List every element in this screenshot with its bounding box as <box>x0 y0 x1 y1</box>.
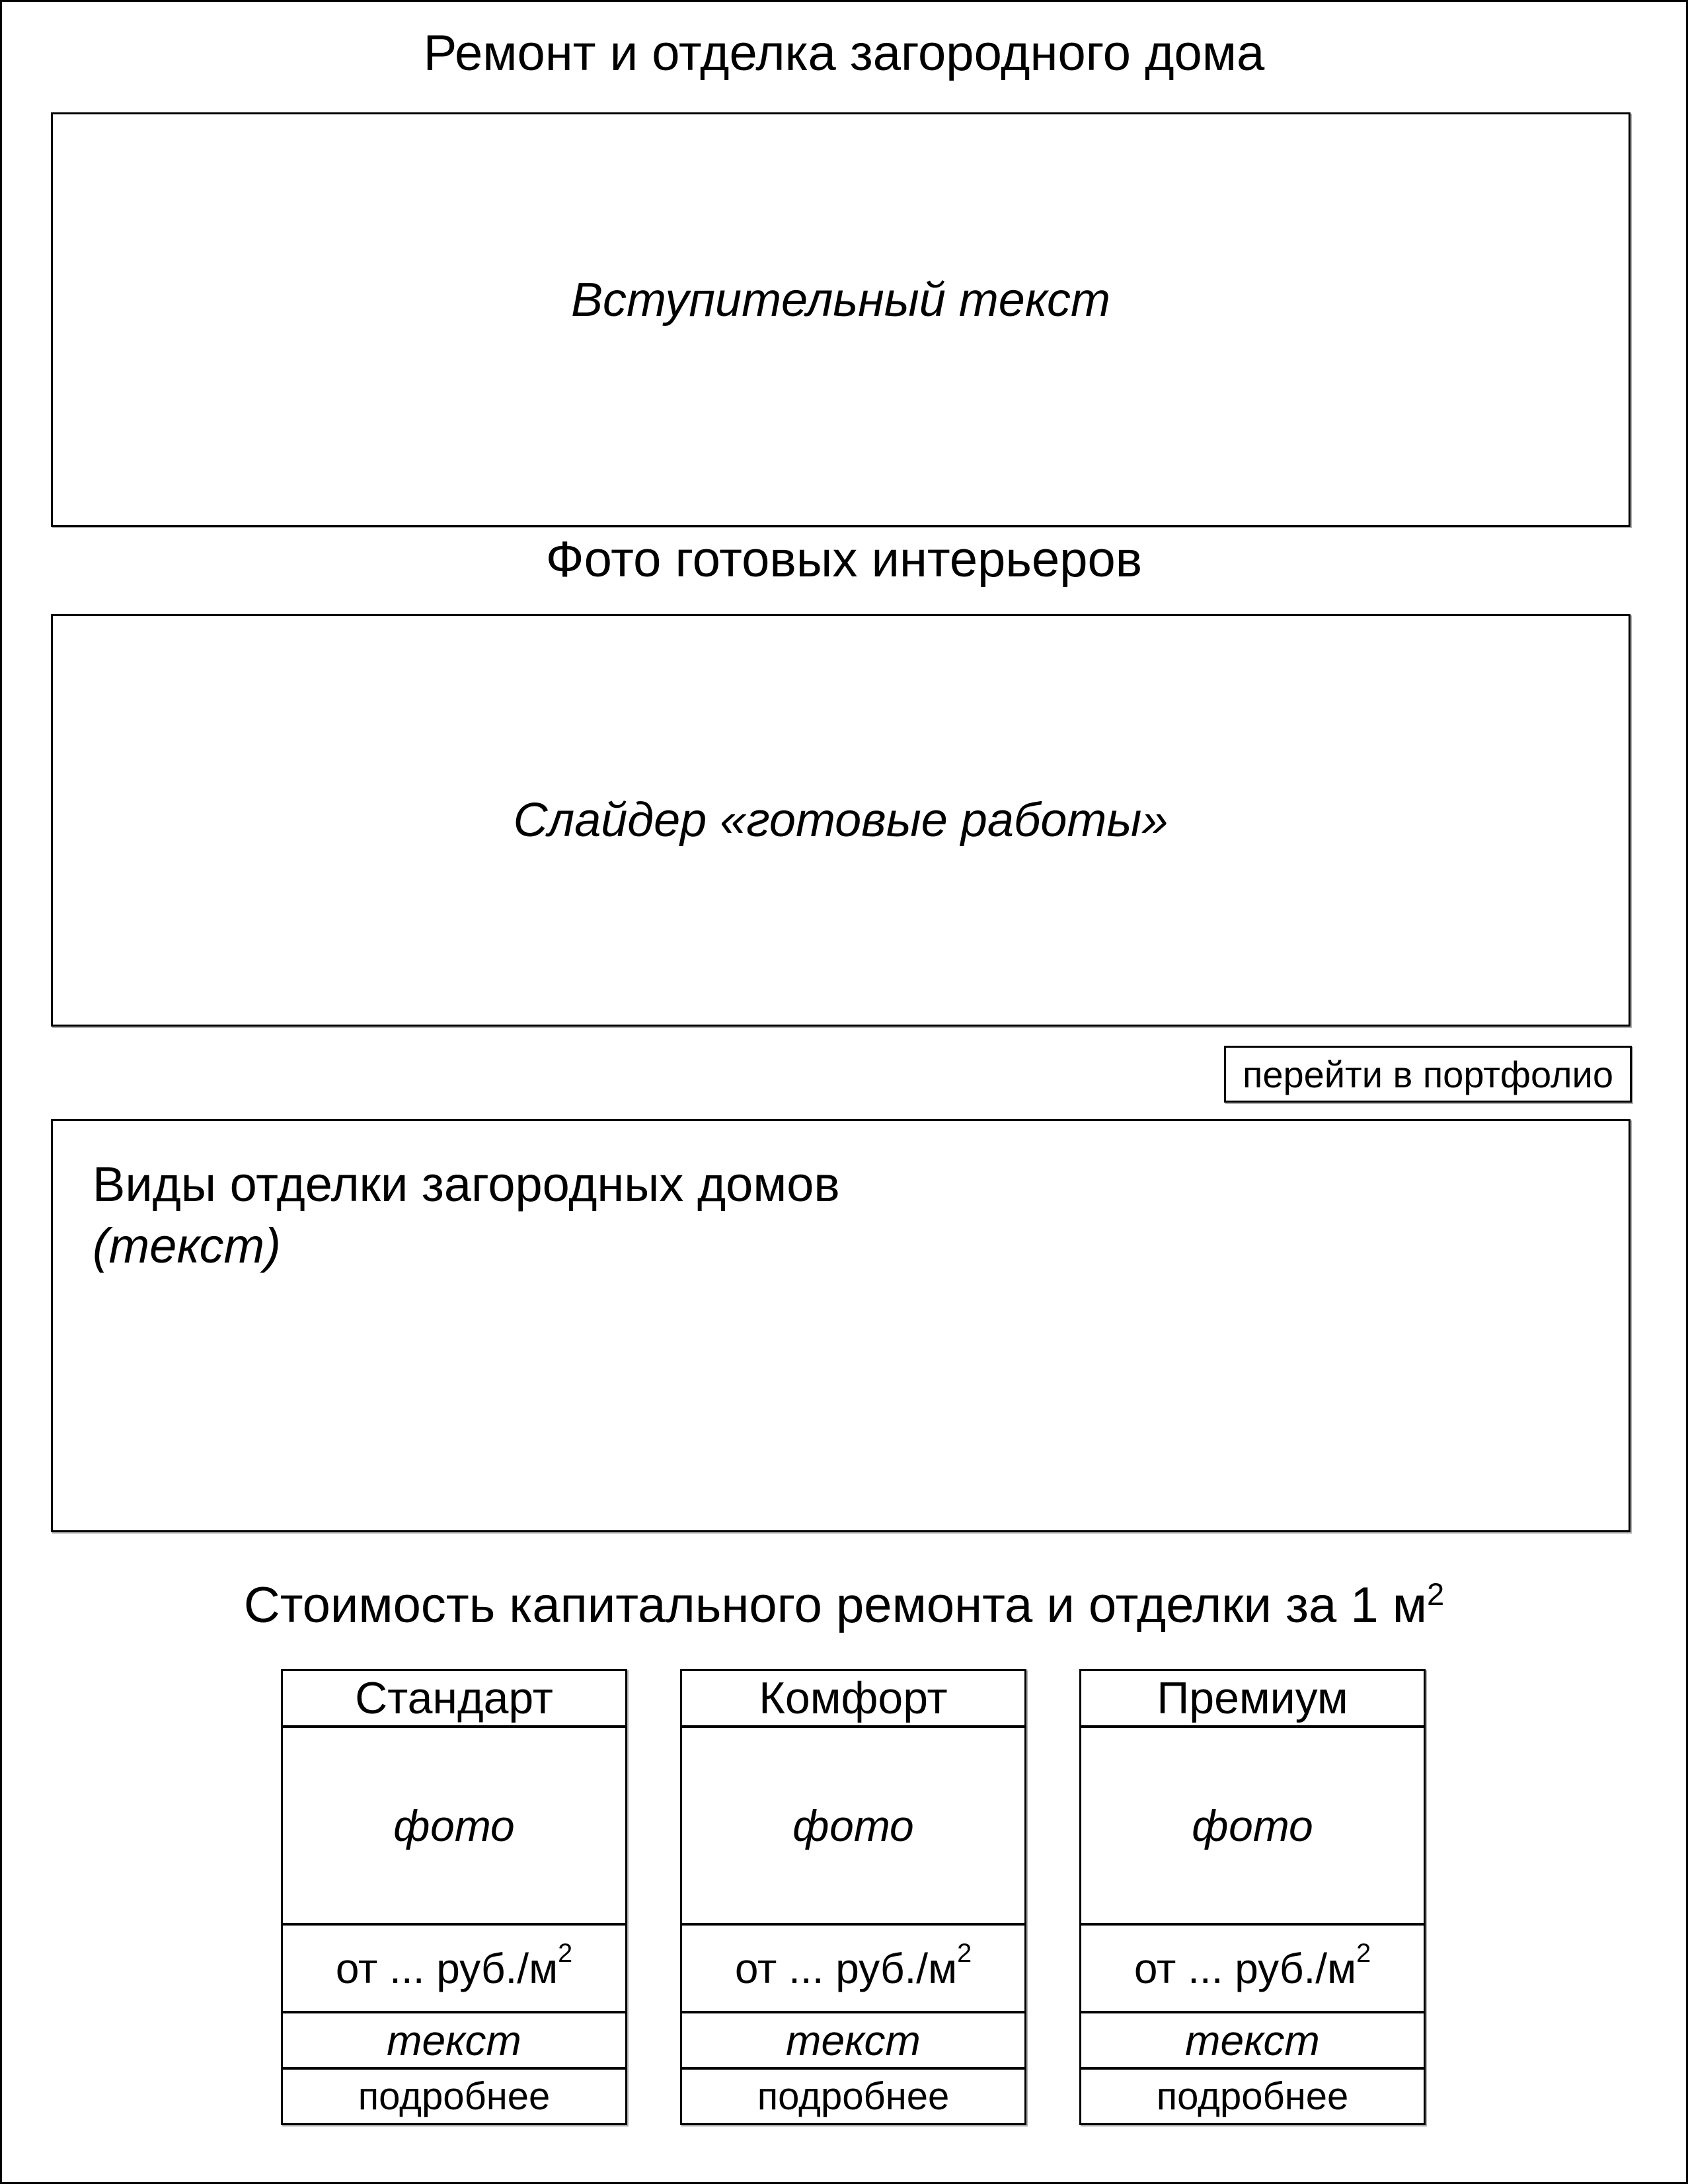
card-more-button[interactable]: подробнее <box>1081 2067 1424 2123</box>
card-more-button[interactable]: подробнее <box>682 2067 1024 2123</box>
slider-placeholder-label: Слайдер «готовые работы» <box>513 794 1169 847</box>
pricing-section-title <box>2 1577 1686 1634</box>
card-price-superscript: 2 <box>1356 1939 1371 1969</box>
card-price <box>1081 1923 1424 2011</box>
works-slider[interactable] <box>51 614 1630 1027</box>
page-title: Ремонт и отделка загородного дома <box>423 25 1265 81</box>
card-photo-placeholder: фото <box>792 1801 914 1850</box>
card-price-text: от ... руб./м <box>335 1944 558 1992</box>
card-more-button[interactable]: подробнее <box>283 2067 625 2123</box>
card-price-superscript: 2 <box>558 1939 573 1969</box>
pricing-title-superscript: 2 <box>1426 1577 1445 1612</box>
card-photo-placeholder: фото <box>393 1801 515 1850</box>
card-price-text: от ... руб./м <box>1133 1944 1357 1992</box>
finishing-types-title: Виды отделки загородных домов <box>93 1157 840 1212</box>
card-photo-placeholder: фото <box>1192 1801 1313 1850</box>
pricing-title-text: Стоимость капитального ремонта и отделки за 1 м <box>243 1577 1427 1633</box>
card-header: Премиум <box>1081 1671 1424 1728</box>
gallery-section-title: Фото готовых интерьеров <box>545 531 1143 588</box>
finishing-types-box <box>51 1119 1630 1532</box>
pricing-card-comfort <box>680 1669 1026 2125</box>
card-text-placeholder: текст <box>1081 2011 1424 2067</box>
pricing-card-standard <box>281 1669 627 2125</box>
pricing-card-premium <box>1079 1669 1426 2125</box>
card-text-placeholder: текст <box>682 2011 1024 2067</box>
card-text-placeholder: текст <box>283 2011 625 2067</box>
intro-text-box <box>51 112 1630 527</box>
card-header: Стандарт <box>283 1671 625 1728</box>
finishing-text-placeholder: (текст) <box>93 1218 281 1273</box>
card-header: Комфорт <box>682 1671 1024 1728</box>
card-price <box>283 1923 625 2011</box>
card-price <box>682 1923 1024 2011</box>
card-price-superscript: 2 <box>957 1939 972 1969</box>
go-to-portfolio-button[interactable]: перейти в портфолио <box>1224 1046 1632 1103</box>
card-price-text: от ... руб./м <box>734 1944 958 1992</box>
intro-placeholder-label: Вступительный текст <box>570 273 1110 327</box>
